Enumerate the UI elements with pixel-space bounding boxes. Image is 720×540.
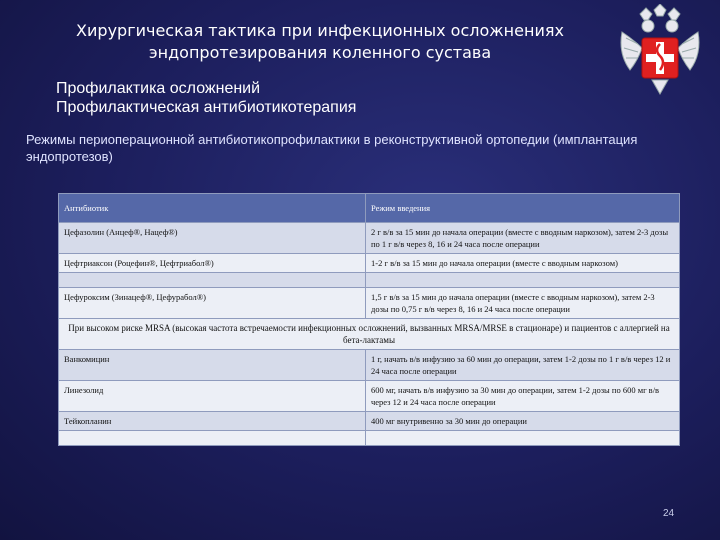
table-cell: Цефазолин (Анцеф®, Нацеф®): [59, 223, 366, 254]
medical-eagle-emblem-icon: [612, 4, 708, 96]
subtitle-antibiotic-therapy: Профилактическая антибиотикотерапия: [56, 99, 357, 116]
table-cell: Цефуроксим (Зинацеф®, Цефурабол®): [59, 288, 366, 319]
table-cell: 1 г, начать в/в инфузию за 60 мин до операции, затем 1-2 дозы по 1 г в/в через 12 и 24 часа после операции: [366, 350, 680, 381]
table-row: [59, 381, 680, 412]
table-cell: 600 мг, начать в/в инфузию за 30 мин до операции, затем 1-2 дозы по 600 мг в/в через 12 и 24 часа после операции: [366, 381, 680, 412]
table-note: При высоком риске MRSA (высокая частота встречаемости инфекционных осложнений, вызванных MRSA/MRSE в стационаре) и пациентов с аллергией на бета-лактамы: [59, 319, 680, 350]
table-cell: 1,5 г в/в за 15 мин до начала операции (вместе с вводным наркозом), затем 2-3 дозы по 0,75 г в/в через 8, 16 и 24 часа после операции: [366, 288, 680, 319]
slide-title: Хирургическая тактика при инфекционных осложнениях эндопротезирования коленного сустава: [76, 21, 564, 62]
table-cell: 1-2 г в/в за 15 мин до начала операции (вместе с вводным наркозом): [366, 254, 680, 273]
table-cell: Линезолид: [59, 381, 366, 412]
table-header-cell: Режим введения: [366, 194, 680, 223]
table-cell: Цефтриаксон (Роцефин®, Цефтриабол®): [59, 254, 366, 273]
table-cell: 400 мг внутривенно за 30 мин до операции: [366, 412, 680, 431]
subtitle-prevention: Профилактика осложнений: [56, 80, 261, 97]
table-row: [59, 288, 680, 319]
table-row: [59, 254, 680, 273]
table-cell: 2 г в/в за 15 мин до начала операции (вместе с вводным наркозом), затем 2-3 дозы по 1 г в/в через 8, 16 и 24 часа после операции: [366, 223, 680, 254]
intro-text: Режимы периоперационной антибиотикопрофилактики в реконструктивной ортопедии (имплантация эндопротезов): [26, 132, 638, 164]
table-row: [59, 412, 680, 431]
table-row-spacer: [59, 431, 680, 446]
antibiotic-table: [58, 193, 680, 446]
table-row-spacer: [59, 273, 680, 288]
table-cell: Ванкомицин: [59, 350, 366, 381]
page-number: 24: [663, 508, 675, 519]
table-cell: Тейкопланин: [59, 412, 366, 431]
table-note-row: [59, 319, 680, 350]
table-row: [59, 223, 680, 254]
table-header-cell: Антибиотик: [59, 194, 366, 223]
table-header-row: [59, 194, 680, 223]
table-row: [59, 350, 680, 381]
